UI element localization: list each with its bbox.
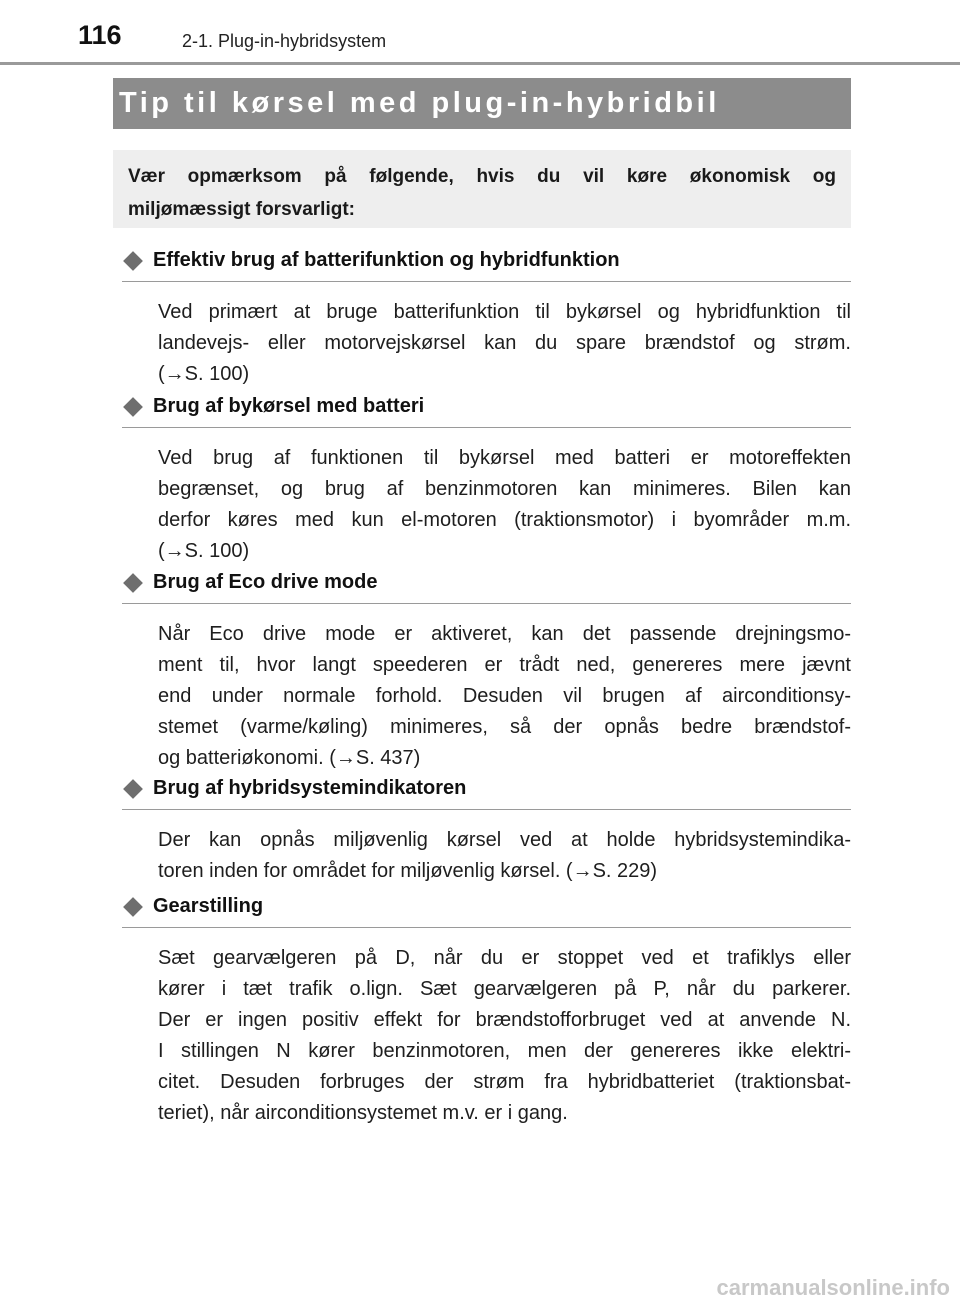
body-line: (→S. 100) — [158, 540, 250, 562]
section-heading — [122, 568, 851, 604]
body-line: Ved primært at bruge batterifunktion til bykørsel og hybridfunktion til — [158, 301, 851, 323]
header-rule — [0, 62, 960, 65]
section-body — [122, 282, 851, 390]
section-2 — [122, 392, 851, 567]
section-heading — [122, 392, 851, 428]
body-line: toren inden for området for miljøvenlig kørsel. (→S. 229) — [158, 860, 658, 882]
diamond-icon — [123, 779, 143, 799]
body-line: kører i tæt trafik o.lign. Sæt gearvælgeren på P, når du parkerer. — [158, 978, 851, 1000]
section-1 — [122, 246, 851, 390]
body-line: Når Eco drive mode er aktiveret, kan det passende drejningsmo- — [158, 623, 851, 645]
body-line: stemet (varme/køling) minimeres, så der opnås bedre brændstof- — [158, 716, 851, 738]
body-line: begrænset, og brug af benzinmotoren kan minimeres. Bilen kan — [158, 478, 851, 500]
page-number: 116 — [78, 20, 122, 50]
section-title: Effektiv brug af batterifunktion og hybridfunktion — [153, 249, 620, 271]
body-line: ment til, hvor langt speederen er trådt ned, genereres mere jævnt — [158, 654, 851, 676]
diamond-icon — [123, 573, 143, 593]
body-line: Ved brug af funktionen til bykørsel med batteri er motoreffekten — [158, 447, 851, 469]
chapter-label: 2-1. Plug-in-hybridsystem — [182, 31, 387, 51]
body-line: landevejs- eller motorvejskørsel kan du spare brændstof og strøm. — [158, 332, 851, 354]
section-title: Gearstilling — [153, 895, 264, 917]
section-title: Brug af bykørsel med batteri — [153, 395, 425, 417]
body-line: Der kan opnås miljøvenlig kørsel ved at holde hybridsystemindika- — [158, 829, 851, 851]
title-bar — [113, 78, 851, 129]
section-heading — [122, 774, 851, 810]
section-body — [122, 428, 851, 567]
diamond-icon — [123, 397, 143, 417]
watermark: carmanualsonline.info — [716, 1275, 950, 1300]
page-title: Tip til kørsel med plug-in-hybridbil — [119, 87, 720, 119]
body-line: I stillingen N kører benzinmotoren, men der genereres ikke elektri- — [158, 1040, 851, 1062]
body-line: end under normale forhold. Desuden vil brugen af airconditionsy- — [158, 685, 851, 707]
body-line: Sæt gearvælgeren på D, når du er stoppet ved et trafiklys eller — [158, 947, 851, 969]
section-body — [122, 810, 851, 887]
section-5 — [122, 892, 851, 1129]
intro-text — [128, 160, 836, 226]
section-heading — [122, 246, 851, 282]
section-3 — [122, 568, 851, 774]
section-title: Brug af Eco drive mode — [153, 571, 378, 593]
body-line: derfor køres med kun el-motoren (traktionsmotor) i byområder m.m. — [158, 509, 851, 531]
intro-line: miljømæssigt forsvarligt: — [128, 199, 355, 220]
section-body — [122, 928, 851, 1129]
body-line: og batteriøkonomi. (→S. 437) — [158, 747, 421, 769]
intro-line: Vær opmærksom på følgende, hvis du vil køre økonomisk og — [128, 166, 836, 187]
body-line: (→S. 100) — [158, 363, 250, 385]
body-line: citet. Desuden forbruges der strøm fra hybridbatteriet (traktionsbat- — [158, 1071, 851, 1093]
intro-box — [113, 150, 851, 228]
diamond-icon — [123, 251, 143, 271]
body-line: Der er ingen positiv effekt for brændstofforbruget ved at anvende N. — [158, 1009, 851, 1031]
body-line: teriet), når airconditionsystemet m.v. er i gang. — [158, 1102, 568, 1124]
section-title: Brug af hybridsystemindikatoren — [153, 777, 467, 799]
section-4 — [122, 774, 851, 887]
diamond-icon — [123, 897, 143, 917]
section-body — [122, 604, 851, 774]
section-heading — [122, 892, 851, 928]
